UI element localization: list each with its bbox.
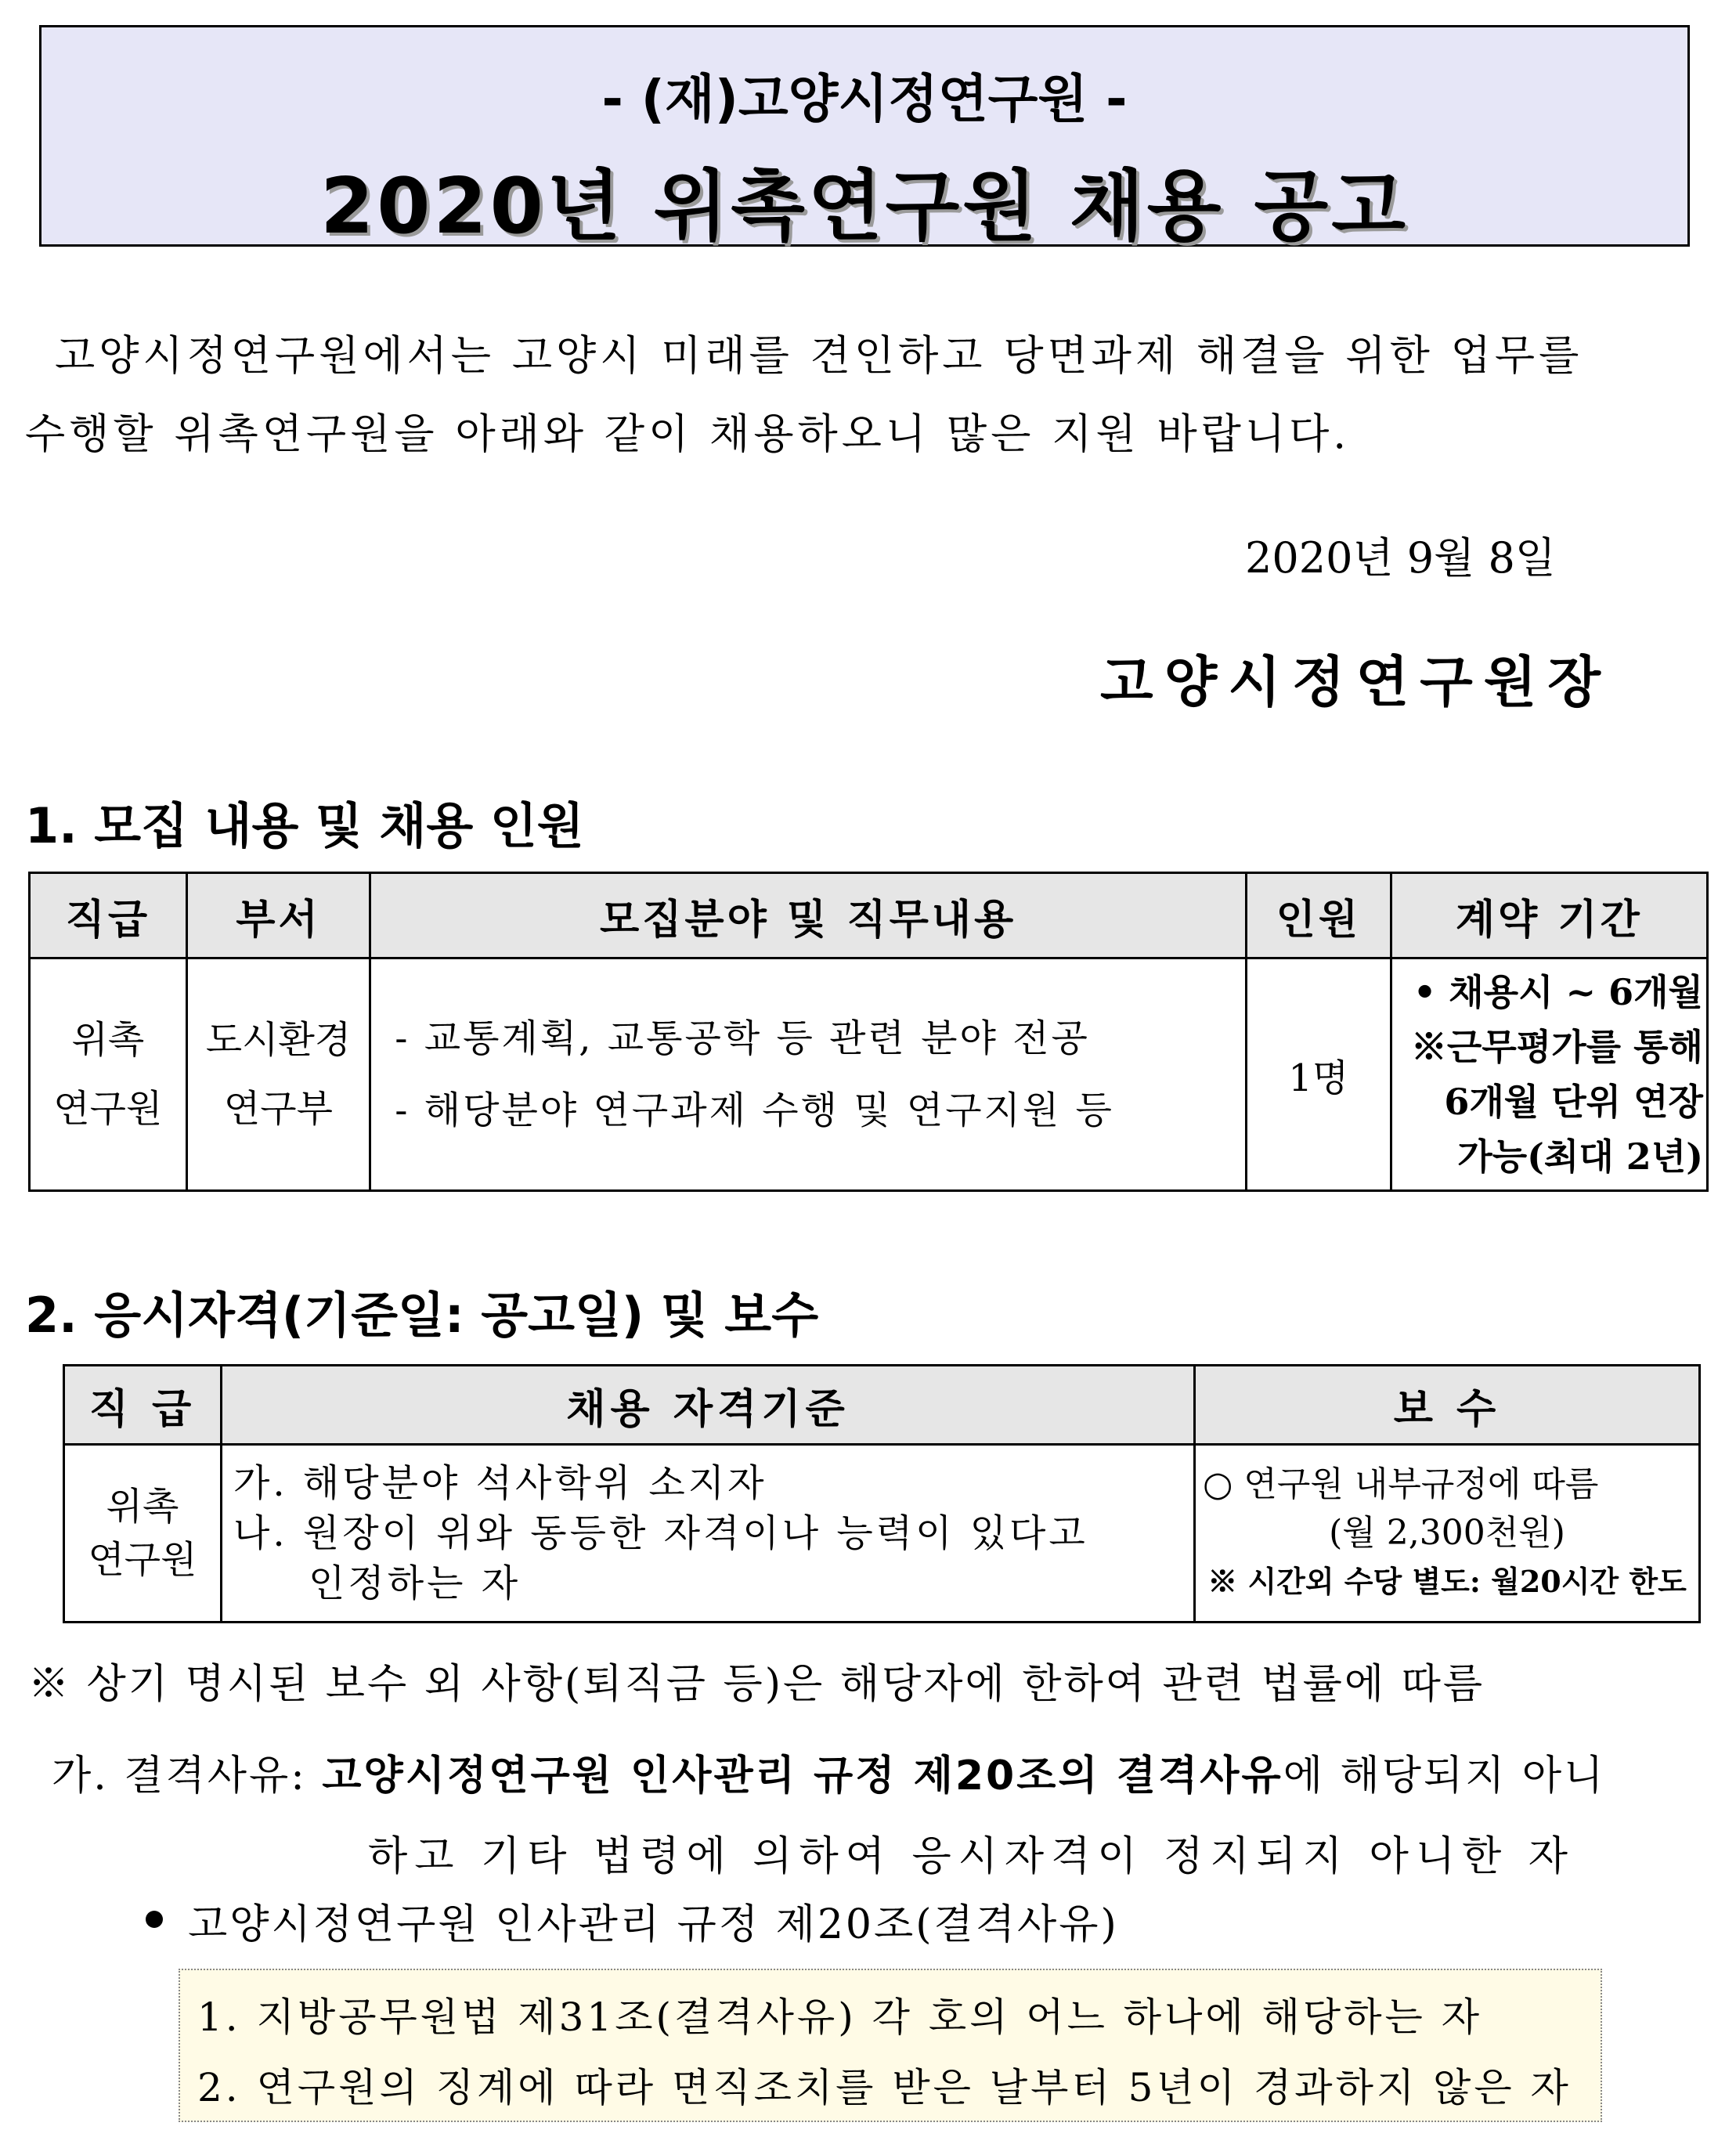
header-headcount: 인원 <box>1246 873 1391 958</box>
grade-line-2: 연구원 <box>53 1087 163 1131</box>
period-line-1: • 채용시 ~ 6개월 <box>1413 971 1703 1013</box>
section2-heading: 2. 응시자격(기준일: 공고일) 및 보수 <box>25 1287 819 1344</box>
pay-line-3: ※ 시간외 수당 별도: 월20시간 한도 <box>1207 1564 1687 1599</box>
header-grade: 직급 <box>30 873 187 958</box>
disqualification-bold-text: 고양시정연구원 인사관리 규정 제20조의 결격사유 <box>322 1753 1283 1799</box>
grade-cell <box>64 1445 222 1623</box>
qualification-line-2: 나. 원장이 위와 동등한 자격이나 능력이 있다고 <box>233 1511 1088 1555</box>
announcement-date: 2020년 9월 8일 <box>1245 533 1556 583</box>
header-contract-period: 계약 기간 <box>1391 873 1707 958</box>
pay-cell <box>1195 1445 1700 1623</box>
header-department: 부서 <box>186 873 370 958</box>
duty-cell <box>370 958 1247 1191</box>
disqualification-line-1 <box>52 1742 1605 1801</box>
recruitment-table <box>28 872 1709 1192</box>
intro-line-2: 수행할 위촉연구원을 아래와 같이 채용하오니 많은 지원 바랍니다. <box>25 410 1351 458</box>
signer: 고양시정연구원장 <box>1100 649 1611 714</box>
period-line-4: 가능(최대 2년) <box>1457 1135 1703 1178</box>
title-box <box>39 25 1690 251</box>
table-row <box>30 958 1708 1191</box>
period-line-2: ※근무평가를 통해 <box>1410 1026 1703 1068</box>
duty-line-1: - 교통계획, 교통공학 등 관련 분야 전공 <box>395 1016 1090 1060</box>
pay-line-2: (월 2,300천원) <box>1329 1513 1565 1553</box>
disqualification-prefix: 가. 결격사유: <box>52 1753 323 1799</box>
duty-line-2: - 해당분야 연구과제 수행 및 연구지원 등 <box>395 1088 1114 1132</box>
intro-line-1: 고양시정연구원에서는 고양시 미래를 견인하고 당면과제 해결을 위한 업무를 <box>55 332 1583 380</box>
reason-item-2: 2. 연구원의 징계에 따라 면직조치를 받은 날부터 5년이 경과하지 않은 자 <box>197 2065 1572 2110</box>
grade-line-1: 위촉 <box>106 1485 179 1529</box>
qualification-table <box>63 1364 1701 1623</box>
header-duty: 모집분야 및 직무내용 <box>370 873 1247 958</box>
disqualification-reasons-box <box>179 1969 1602 2122</box>
regulation-bullet: 고양시정연구원 인사관리 규정 제20조(결격사유) <box>188 1901 1119 1948</box>
grade-line-2: 연구원 <box>88 1538 197 1582</box>
qualification-line-3: 인정하는 자 <box>309 1561 522 1605</box>
header-grade: 직 급 <box>64 1366 222 1445</box>
reason-item-1: 1. 지방공무원법 제31조(결격사유) 각 호의 어느 하나에 해당하는 자 <box>197 1994 1482 2040</box>
table-header-row <box>64 1366 1700 1445</box>
pay-line-1: ○ 연구원 내부규정에 따름 <box>1203 1464 1599 1504</box>
disqualification-line-2: 하고 기타 법령에 의하여 응시자격이 정지되지 아니한 자 <box>368 1833 1575 1880</box>
bullet-icon <box>146 1911 163 1928</box>
department-line-1: 도시환경 <box>205 1018 352 1062</box>
qualification-cell <box>222 1445 1195 1623</box>
period-line-3: 6개월 단위 연장 <box>1444 1081 1703 1123</box>
department-cell <box>186 958 370 1191</box>
grade-line-1: 위촉 <box>71 1018 145 1062</box>
page-title: 2020년 위촉연구원 채용 공고 <box>320 162 1409 251</box>
table-header-row <box>30 873 1708 958</box>
section1-heading: 1. 모집 내용 및 채용 인원 <box>25 797 584 854</box>
header-qualification: 채용 자격기준 <box>222 1366 1195 1445</box>
disqualification-suffix: 에 해당되지 아니 <box>1283 1753 1606 1799</box>
qualification-line-1: 가. 해당분야 석사학위 소지자 <box>233 1461 767 1505</box>
headcount-cell: 1명 <box>1246 958 1391 1191</box>
header-pay: 보 수 <box>1195 1366 1700 1445</box>
contract-period-cell <box>1391 958 1707 1191</box>
department-line-2: 연구부 <box>223 1087 334 1131</box>
table-row <box>64 1445 1700 1623</box>
grade-cell <box>30 958 187 1191</box>
pay-note: ※ 상기 명시된 보수 외 사항(퇴직금 등)은 해당자에 한하여 관련 법률에 따름 <box>28 1661 1485 1708</box>
organization-subtitle: - (재)고양시정연구원 - <box>601 69 1128 129</box>
